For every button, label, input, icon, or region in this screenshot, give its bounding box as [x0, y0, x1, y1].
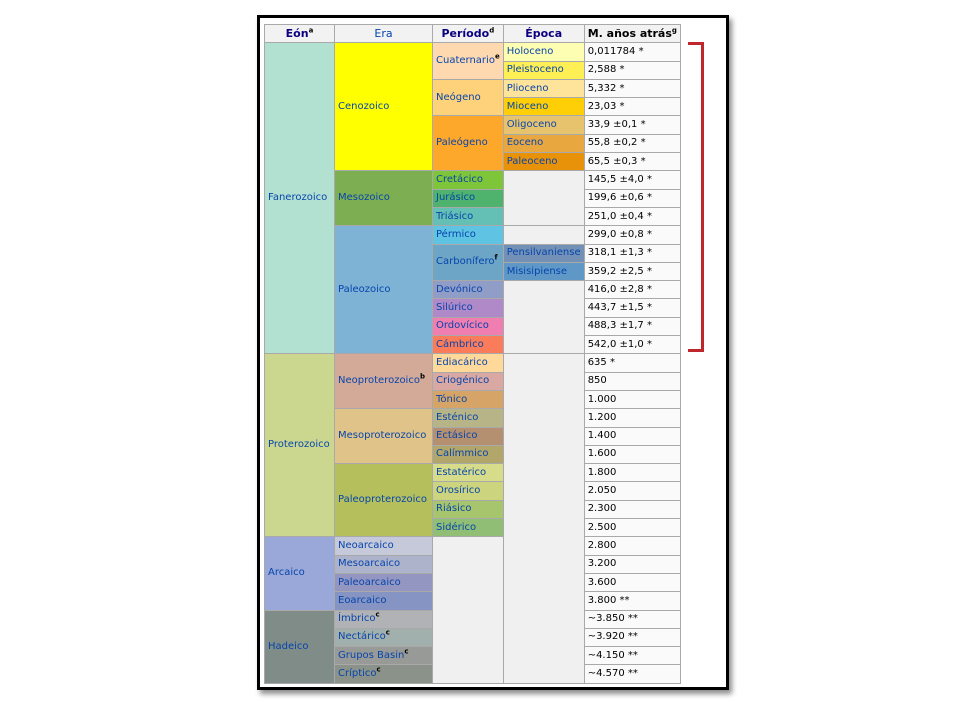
ma-value: 33,9 ±0,1 * — [584, 116, 680, 134]
period-jurasico[interactable]: Jurásico — [433, 189, 504, 207]
epoch-misisipiense[interactable]: Misisipiense — [503, 262, 584, 280]
period-orosirico[interactable]: Orosírico — [433, 482, 504, 500]
epoch-eoceno[interactable]: Eoceno — [503, 134, 584, 152]
era-mesoarcaico[interactable]: Mesoarcaico — [335, 555, 433, 573]
ma-value: 2.300 — [584, 500, 680, 518]
ma-value: 3.600 — [584, 573, 680, 591]
ma-value: 443,7 ±1,5 * — [584, 299, 680, 317]
period-permico[interactable]: Pérmico — [433, 226, 504, 244]
eon-fanerozoico[interactable]: Fanerozoico — [265, 43, 335, 354]
epoch-empty — [503, 354, 584, 683]
epoch-empty — [503, 226, 584, 244]
epoch-pleistoceno[interactable]: Pleistoceno — [503, 61, 584, 79]
period-tonico[interactable]: Tónico — [433, 390, 504, 408]
epoch-header[interactable]: Época — [503, 25, 584, 43]
period-empty — [433, 537, 504, 683]
period-estenico[interactable]: Esténico — [433, 409, 504, 427]
epoch-empty — [503, 281, 584, 354]
ma-value: ~4.150 ** — [584, 647, 680, 665]
ma-value: 2.500 — [584, 519, 680, 537]
era-header[interactable]: Era — [335, 25, 433, 43]
ma-value: 251,0 ±0,4 * — [584, 207, 680, 225]
phanerozoic-bracket — [688, 42, 704, 352]
ma-value: ~4.570 ** — [584, 665, 680, 683]
ma-value: 359,2 ±2,5 * — [584, 262, 680, 280]
period-calimmico[interactable]: Calímmico — [433, 445, 504, 463]
period-triasico[interactable]: Triásico — [433, 207, 504, 225]
era-mesoproterozoico[interactable]: Mesoproterozoico — [335, 409, 433, 464]
period-carbonifero[interactable]: Carbonífero$^f$ — [433, 244, 504, 281]
eon-hadeico[interactable]: Hadeico — [265, 610, 335, 683]
epoch-empty — [503, 171, 584, 226]
period-siderico[interactable]: Sidérico — [433, 519, 504, 537]
era-cenozoico[interactable]: Cenozoico — [335, 43, 433, 171]
period-cambrico[interactable]: Cámbrico — [433, 336, 504, 354]
era-nectarico[interactable]: Nectárico$^c$ — [335, 628, 433, 646]
period-estaterico[interactable]: Estatérico — [433, 464, 504, 482]
eon-proterozoico[interactable]: Proterozoico — [265, 354, 335, 537]
period-cuaternario[interactable]: Cuaternario$^e$ — [433, 43, 504, 80]
ma-value: 635 * — [584, 354, 680, 372]
ma-value: 145,5 ±4,0 * — [584, 171, 680, 189]
epoch-plioceno[interactable]: Plioceno — [503, 79, 584, 97]
ma-value: 488,3 ±1,7 * — [584, 317, 680, 335]
ma-value: 1.800 — [584, 464, 680, 482]
era-paleoarcaico[interactable]: Paleoarcaico — [335, 573, 433, 591]
epoch-oligoceno[interactable]: Oligoceno — [503, 116, 584, 134]
era-eoarcaico[interactable]: Eoarcaico — [335, 592, 433, 610]
epoch-pensilvaniense[interactable]: Pensilvaniense — [503, 244, 584, 262]
ma-value: 1.000 — [584, 390, 680, 408]
period-ordovicico[interactable]: Ordovícico — [433, 317, 504, 335]
ma-header: M. años atrás$^g$ — [584, 25, 680, 43]
period-paleogeno[interactable]: Paleógeno — [433, 116, 504, 171]
ma-value: 2,588 * — [584, 61, 680, 79]
period-ediacarico[interactable]: Ediacárico — [433, 354, 504, 372]
period-devonico[interactable]: Devónico — [433, 281, 504, 299]
period-silurico[interactable]: Silúrico — [433, 299, 504, 317]
period-header[interactable]: Período$^d$ — [433, 25, 504, 43]
ma-value: 318,1 ±1,3 * — [584, 244, 680, 262]
era-criptico[interactable]: Críptico$^c$ — [335, 665, 433, 683]
era-mesozoico[interactable]: Mesozoico — [335, 171, 433, 226]
era-neoarcaico[interactable]: Neoarcaico — [335, 537, 433, 555]
ma-value: 2.050 — [584, 482, 680, 500]
period-neogeno[interactable]: Neógeno — [433, 79, 504, 116]
era-grupos-basin[interactable]: Grupos Basin$^c$ — [335, 647, 433, 665]
ma-value: 3.200 — [584, 555, 680, 573]
ma-value: 542,0 ±1,0 * — [584, 336, 680, 354]
ma-value: 299,0 ±0,8 * — [584, 226, 680, 244]
era-neoproterozoico[interactable]: Neoproterozoico$^b$ — [335, 354, 433, 409]
ma-value: ~3.850 ** — [584, 610, 680, 628]
ma-value: ~3.920 ** — [584, 628, 680, 646]
eon-header[interactable]: Eón$^a$ — [265, 25, 335, 43]
ma-value: 1.600 — [584, 445, 680, 463]
ma-value: 65,5 ±0,3 * — [584, 153, 680, 171]
geologic-time-table — [264, 24, 681, 684]
epoch-paleoceno[interactable]: Paleoceno — [503, 153, 584, 171]
era-imbrico[interactable]: Ímbrico$^c$ — [335, 610, 433, 628]
epoch-holoceno[interactable]: Holoceno — [503, 43, 584, 61]
era-paleoproterozoico[interactable]: Paleoproterozoico — [335, 464, 433, 537]
ma-value: 0,011784 * — [584, 43, 680, 61]
ma-value: 1.200 — [584, 409, 680, 427]
ma-value: 5,332 * — [584, 79, 680, 97]
ma-value: 55,8 ±0,2 * — [584, 134, 680, 152]
period-criogenico[interactable]: Criogénico — [433, 372, 504, 390]
period-ectasico[interactable]: Ectásico — [433, 427, 504, 445]
ma-value: 416,0 ±2,8 * — [584, 281, 680, 299]
ma-value: 2.800 — [584, 537, 680, 555]
ma-value: 850 — [584, 372, 680, 390]
period-cretacico[interactable]: Cretácico — [433, 171, 504, 189]
header-row — [265, 25, 681, 43]
ma-value: 23,03 * — [584, 98, 680, 116]
eon-arcaico[interactable]: Arcaico — [265, 537, 335, 610]
ma-value: 199,6 ±0,6 * — [584, 189, 680, 207]
period-riasico[interactable]: Riásico — [433, 500, 504, 518]
epoch-mioceno[interactable]: Mioceno — [503, 98, 584, 116]
era-paleozoico[interactable]: Paleozoico — [335, 226, 433, 354]
ma-value: 3.800 ** — [584, 592, 680, 610]
ma-value: 1.400 — [584, 427, 680, 445]
